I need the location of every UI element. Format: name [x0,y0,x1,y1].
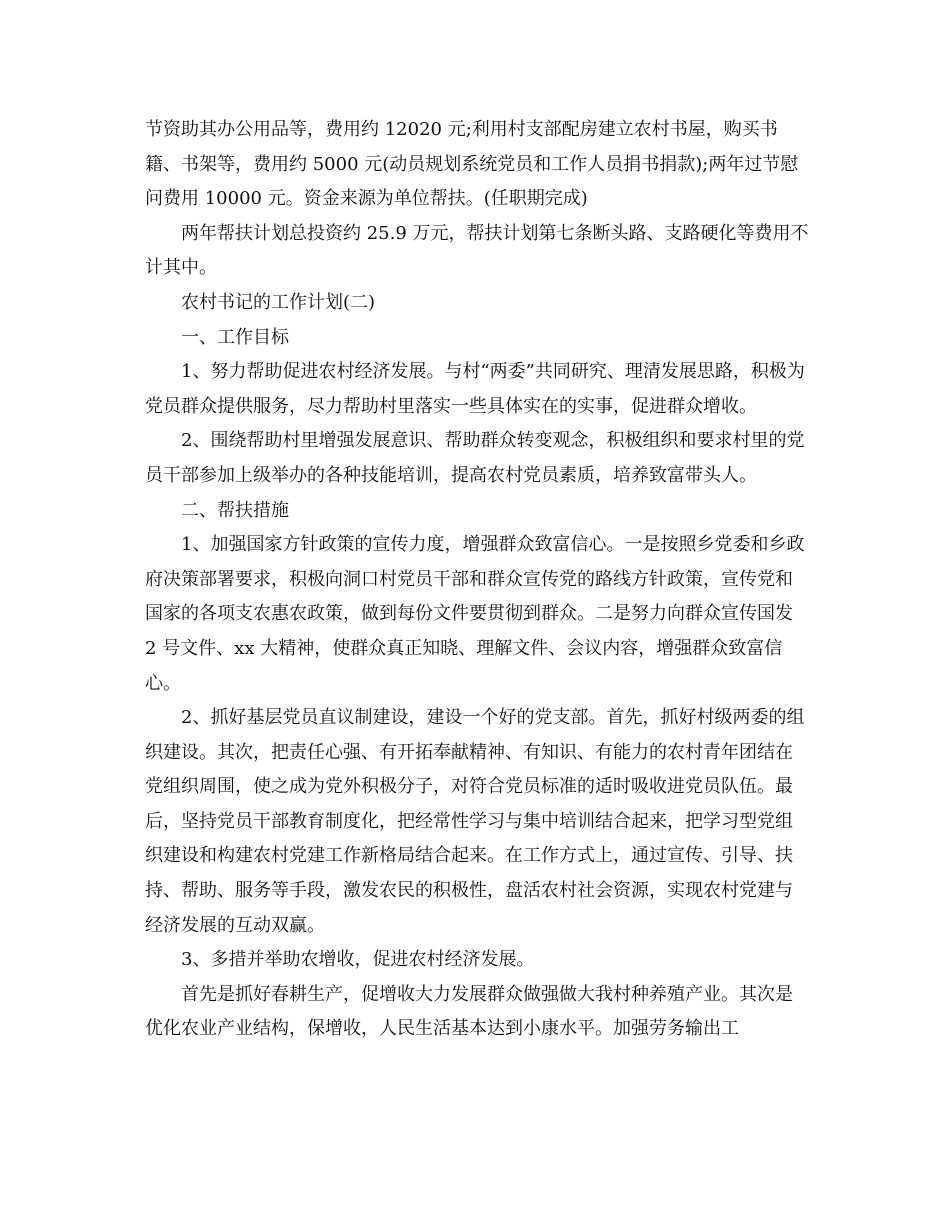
heading-assistance-measures: 二、帮扶措施 [181,499,289,521]
paragraph-goal-2: 2、围绕帮助村里增强发展意识、帮助群众转变观念，积极组织和要求村里的党员干部参加上级举办的各种技能培训，提高农村党员素质，培养致富带头人。 [145,430,805,486]
section-title: 农村书记的工作计划(二) [181,291,376,313]
document-body [145,113,810,1047]
paragraph-total-investment: 两年帮扶计划总投资约 25.9 万元，帮扶计划第七条断头路、支路硬化等费用不计其中。 [145,222,809,279]
paragraph-measure-1: 1、加强国家方针政策的宣传力度，增强群众致富信心。一是按照乡党委和乡政府决策部署要求，积极向洞口村党员干部和群众宣传党的路线方针政策，宣传党和国家的各项支农惠农政策，做到每份文件要贯彻到群众。二是努力向群众宣传国发 2 号文件、xx 大精神，使群众真正知晓、理解文件、会议内容，增强群众致富信心。 [145,534,805,694]
paragraph-continuation: 节资助其办公用品等，费用约 12020 元;利用村支部配房建立农村书屋，购买书籍、书架等，费用约 5000 元(动员规划系统党员和工作人员捐书捐款);两年过节慰问费用 10000 元。资金来源为单位帮扶。(任职期完成) [145,119,799,210]
paragraph-measure-3-detail: 首先是抓好春耕生产，促增收大力发展群众做强做大我村种养殖产业。其次是优化农业产业结构，保增收，人民生活基本达到小康水平。加强劳务输出工 [145,983,793,1040]
paragraph-goal-1: 1、努力帮助促进农村经济发展。与村“两委”共同研究、理清发展思路，积极为党员群众提供服务，尽力帮助村里落实一些具体实在的实事，促进群众增收。 [145,361,805,417]
paragraph-measure-3: 3、多措并举助农增收，促进农村经济发展。 [181,949,535,971]
paragraph-measure-2: 2、抓好基层党员直议制建设，建设一个好的党支部。首先，抓好村级两委的组织建设。其次，把责任心强、有开拓奉献精神、有知识、有能力的农村青年团结在党组织周围，使之成为党外积极分子，对符合党员标准的适时吸收进党员队伍。最后，坚持党员干部教育制度化，把经常性学习与集中培训结合起来，把学习型党组织建设和构建农村党建工作新格局结合起来。在工作方式上，通过宣传、引导、扶持、帮助、服务等手段，激发农民的积极性，盘活农村社会资源，实现农村党建与经济发展的互动双赢。 [145,707,805,936]
heading-work-goals: 一、工作目标 [181,326,289,348]
